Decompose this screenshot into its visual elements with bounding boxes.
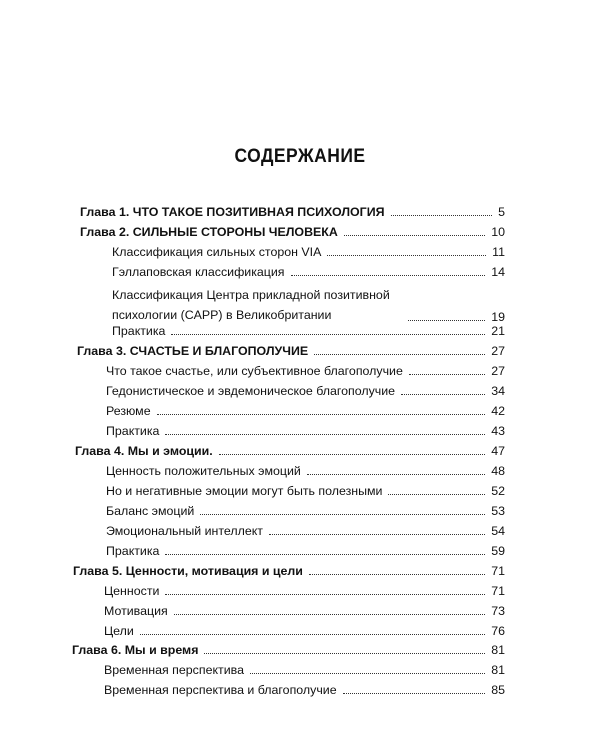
toc-entry-section[interactable] (106, 484, 505, 499)
toc-entry-page: 19 (491, 310, 505, 324)
toc-entry-page: 85 (491, 683, 505, 697)
toc-entry-section[interactable] (106, 464, 505, 479)
toc-entry-chapter-1[interactable] (80, 205, 505, 220)
toc-entry-label: Глава 5. Ценности, мотивация и цели (73, 564, 303, 578)
page-title: СОДЕРЖАНИЕ (234, 146, 366, 167)
toc-entry-label: Классификация сильных сторон VIA (112, 245, 322, 259)
toc-entry-section[interactable] (112, 265, 505, 280)
toc-entry-label: Гэллаповская классификация (112, 265, 285, 279)
toc-entry-label: Эмоциональный интеллект (106, 524, 263, 538)
toc-entry-section[interactable] (106, 524, 505, 539)
toc-entry-label: Ценность положительных эмоций (106, 464, 301, 478)
toc-entry-page: 59 (491, 544, 505, 558)
dot-leader (204, 653, 485, 654)
toc-entry-section[interactable] (112, 245, 505, 260)
toc-entry-chapter-5[interactable] (73, 564, 505, 579)
toc-entry-label: Глава 2. СИЛЬНЫЕ СТОРОНЫ ЧЕЛОВЕКА (80, 225, 338, 239)
toc-entry-chapter-3[interactable] (77, 344, 505, 359)
toc-entry-page: 71 (491, 584, 505, 598)
dot-leader (165, 594, 485, 595)
toc-entry-page: 11 (492, 245, 505, 259)
toc-entry-page: 71 (491, 564, 505, 578)
toc-entry-page: 42 (491, 404, 505, 418)
toc-entry-page: 14 (491, 265, 505, 279)
toc-entry-page: 34 (491, 384, 505, 398)
toc-entry-label: Глава 3. СЧАСТЬЕ И БЛАГОПОЛУЧИЕ (77, 344, 309, 358)
toc-entry-section[interactable] (106, 384, 505, 399)
toc-entry-page: 5 (498, 205, 505, 219)
dot-leader (269, 534, 485, 535)
toc-entry-label: Практика (106, 544, 160, 558)
toc-entry-label: Практика (106, 424, 160, 438)
toc-entry-label: Гедонистическое и эвдемоническое благополучие (106, 384, 396, 398)
toc-entry-section[interactable] (112, 324, 505, 339)
dot-leader (291, 275, 486, 276)
dot-leader (140, 634, 485, 635)
dot-leader (391, 215, 493, 216)
dot-leader (344, 235, 485, 236)
dot-leader (219, 454, 486, 455)
toc-entry-page: 81 (491, 643, 505, 657)
toc-entry-section[interactable] (104, 624, 505, 639)
toc-entry-page: 81 (491, 663, 505, 677)
dot-leader (171, 334, 485, 335)
dot-leader (388, 494, 485, 495)
toc-entry-label: Глава 4. Мы и эмоции. (75, 444, 213, 458)
toc-entry-label: Баланс эмоций (106, 504, 195, 518)
dot-leader (408, 320, 485, 321)
toc-entry-page: 54 (491, 524, 505, 538)
toc-entry-section[interactable] (104, 663, 505, 678)
toc-entry-section[interactable] (104, 584, 505, 599)
dot-leader (409, 374, 485, 375)
toc-entry-page: 47 (491, 444, 505, 458)
toc-entry-label: Резюме (106, 404, 151, 418)
toc-entry-page: 48 (491, 464, 505, 478)
toc-entry-page: 27 (491, 364, 505, 378)
toc-entry-label: Цели (104, 624, 134, 638)
toc-entry-section[interactable] (106, 404, 505, 419)
toc-entry-page: 10 (491, 225, 505, 239)
toc-entry-label: Временная перспектива (104, 663, 244, 677)
toc-entry-section[interactable] (106, 364, 505, 379)
dot-leader (174, 614, 485, 615)
toc-entry-page: 53 (491, 504, 505, 518)
dot-leader (309, 574, 485, 575)
toc-entry-page: 73 (491, 604, 505, 618)
toc-entry-chapter-2[interactable] (80, 225, 505, 240)
toc-entry-section[interactable] (106, 424, 505, 439)
dot-leader (250, 673, 485, 674)
dot-leader (327, 255, 486, 256)
toc-entry-label: Классификация Центра прикладной позитивной психологии (CAPP) в Великобритании (112, 288, 390, 322)
toc-entry-label: Практика (112, 324, 166, 338)
toc-entry-page: 43 (491, 424, 505, 438)
toc-entry-label: Глава 1. ЧТО ТАКОЕ ПОЗИТИВНАЯ ПСИХОЛОГИЯ (80, 205, 385, 219)
toc-entry-label: Что такое счастье, или субъективное благополучие (106, 364, 403, 378)
toc-entry-chapter-4[interactable] (75, 444, 505, 459)
dot-leader (314, 354, 485, 355)
toc-entry-label: Но и негативные эмоции могут быть полезными (106, 484, 383, 498)
toc-entry-label: Ценности (104, 584, 160, 598)
dot-leader (343, 693, 486, 694)
toc-entry-chapter-6[interactable] (72, 643, 505, 658)
dot-leader (401, 394, 485, 395)
dot-leader (200, 514, 485, 515)
dot-leader (165, 554, 485, 555)
toc-entry-page: 21 (491, 324, 505, 338)
toc-entry-label: Временная перспектива и благополучие (104, 683, 337, 697)
dot-leader (157, 414, 486, 415)
toc-entry-page: 27 (491, 344, 505, 358)
toc-entry-section[interactable] (112, 285, 505, 325)
toc-entry-section[interactable] (106, 504, 505, 519)
toc-entry-label: Глава 6. Мы и время (72, 643, 199, 657)
toc-entry-section[interactable] (106, 544, 505, 559)
toc-entry-section[interactable] (104, 683, 505, 698)
toc-entry-label: Мотивация (104, 604, 168, 618)
toc-entry-section[interactable] (104, 604, 505, 619)
toc-entry-page: 76 (491, 624, 505, 638)
toc-entry-page: 52 (491, 484, 505, 498)
dot-leader (165, 434, 485, 435)
dot-leader (307, 474, 485, 475)
